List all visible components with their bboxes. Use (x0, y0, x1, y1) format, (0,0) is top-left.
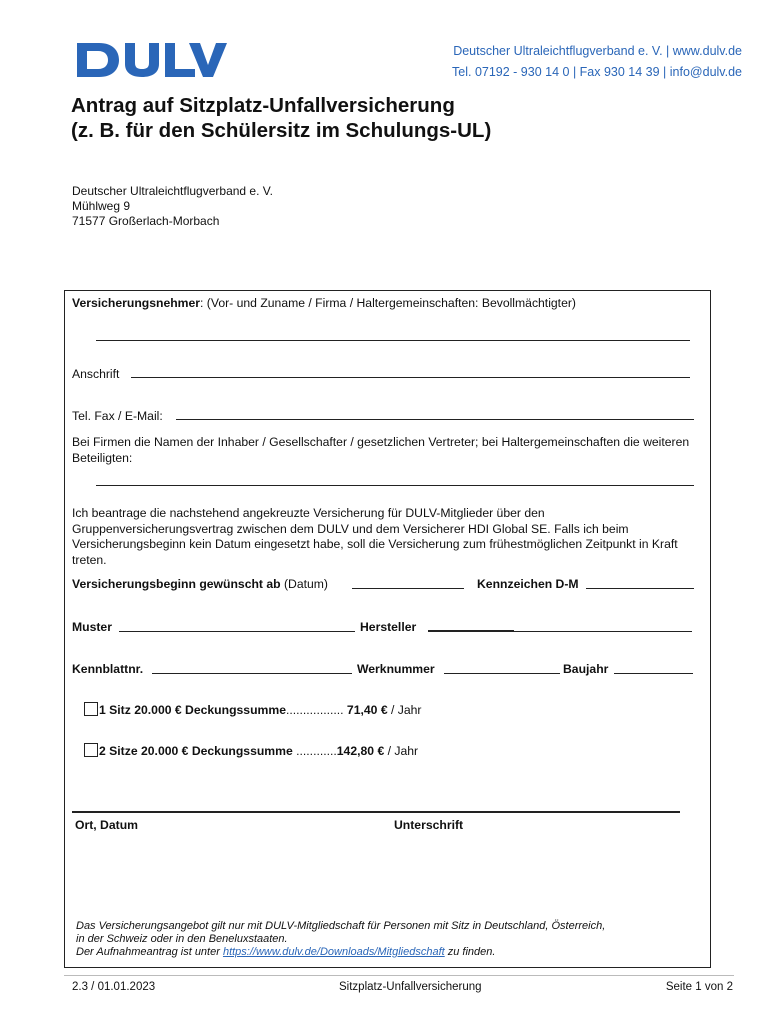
owners-text: Bei Firmen die Namen der Inhaber / Gesellschafter / gesetzlichen Vertreter; bei Haltergemeinschaften die weiteren Beteiligten: (72, 435, 690, 465)
place-date-label: Ort, Datum (75, 818, 138, 832)
address-label: Anschrift (72, 367, 120, 381)
manufacturer-field[interactable] (514, 631, 692, 632)
insured-label: Versicherungsnehmer (72, 296, 201, 310)
footer-version: 2.3 / 01.01.2023 (72, 981, 156, 993)
recipient-street: Mühlweg 9 (72, 199, 131, 213)
serial-field[interactable] (444, 673, 560, 674)
footer-page: Seite 1 von 2 (665, 981, 733, 993)
option2-text: 2 Sitze 20.000 € Deckungssumme (99, 744, 293, 758)
model-label: Muster (72, 620, 112, 634)
option2-row (99, 744, 418, 758)
option1-price: 71,40 € (343, 703, 388, 717)
start-row (72, 577, 328, 591)
option2-dots: ............ (292, 744, 337, 758)
signature-line[interactable] (72, 811, 680, 813)
note-line1: Das Versicherungsangebot gilt nur mit DULV-Mitgliedschaft für Personen mit Sitz in Deutschland, Österreich, (76, 920, 606, 932)
option2-price: 142,80 € (336, 744, 385, 758)
model-field[interactable] (119, 631, 355, 632)
signature-label: Unterschrift (394, 818, 464, 832)
option1-checkbox[interactable] (84, 702, 98, 716)
contact-field[interactable] (176, 419, 694, 420)
start-label: Versicherungsbeginn gewünscht ab (72, 577, 281, 591)
option1-row (99, 703, 421, 717)
contact-label: Tel. Fax / E-Mail: (72, 409, 163, 423)
year-field[interactable] (614, 673, 693, 674)
footer-divider (64, 975, 734, 976)
recipient-address (72, 184, 273, 229)
header-org-line: Deutscher Ultraleichtflugverband e. V. | www.dulv.de (453, 44, 742, 58)
datasheet-field[interactable] (152, 673, 352, 674)
option1-dots: ................. (285, 703, 344, 717)
header-contact-line: Tel. 07192 - 930 14 0 | Fax 930 14 39 | info@dulv.de (452, 65, 742, 79)
note-line2: in der Schweiz oder in den Beneluxstaaten. (76, 933, 288, 945)
recipient-city: 71577 Großerlach-Morbach (72, 214, 220, 228)
recipient-name: Deutscher Ultraleichtflugverband e. V. (72, 184, 273, 198)
registration-label: Kennzeichen D-M (477, 577, 579, 591)
start-hint: (Datum) (280, 577, 328, 591)
owners-field[interactable] (96, 485, 694, 486)
manufacturer-field-bold[interactable] (428, 630, 514, 632)
insured-row (72, 296, 576, 310)
note-line3-pre: Der Aufnahmeantrag ist unter (76, 946, 223, 958)
note-line3 (76, 946, 495, 960)
start-date-field[interactable] (352, 588, 464, 589)
serial-label: Werknummer (357, 662, 435, 676)
page-title-line1: Antrag auf Sitzplatz-Unfallversicherung (71, 94, 455, 117)
registration-field[interactable] (586, 588, 694, 589)
membership-link[interactable]: https://www.dulv.de/Downloads/Mitgliedschaft (222, 946, 445, 958)
option1-text: 1 Sitz 20.000 € Deckungssumme (99, 703, 286, 717)
request-text: Ich beantrage die nachstehend angekreuzte Versicherung für DULV-Mitglieder über den Gruppenversicherungsvertrag zwischen dem DULV und dem Versicherer HDI Global SE. Falls ich beim Versicherungsbeginn kein Datum eingesetzt habe, soll die Versicherung zum frühestmöglichen Zeitpunkt in Kraft treten. (72, 506, 678, 567)
manufacturer-label: Hersteller (360, 620, 417, 634)
footer-doc-name: Sitzplatz-Unfallversicherung (339, 981, 482, 993)
dulv-logo (77, 43, 227, 82)
option2-unit: / Jahr (384, 744, 419, 758)
insured-hint: : (Vor- und Zuname / Firma / Haltergemeinschaften: Bevollmächtigter) (200, 296, 576, 310)
address-field[interactable] (131, 377, 690, 378)
page-title-line2: (z. B. für den Schülersitz im Schulungs-UL) (71, 119, 492, 142)
year-label: Baujahr (563, 662, 609, 676)
option2-checkbox[interactable] (84, 743, 98, 757)
insured-name-field[interactable] (96, 340, 690, 341)
note-line3-post: zu finden. (444, 946, 496, 958)
datasheet-label: Kennblattnr. (72, 662, 144, 676)
option1-unit: / Jahr (387, 703, 422, 717)
